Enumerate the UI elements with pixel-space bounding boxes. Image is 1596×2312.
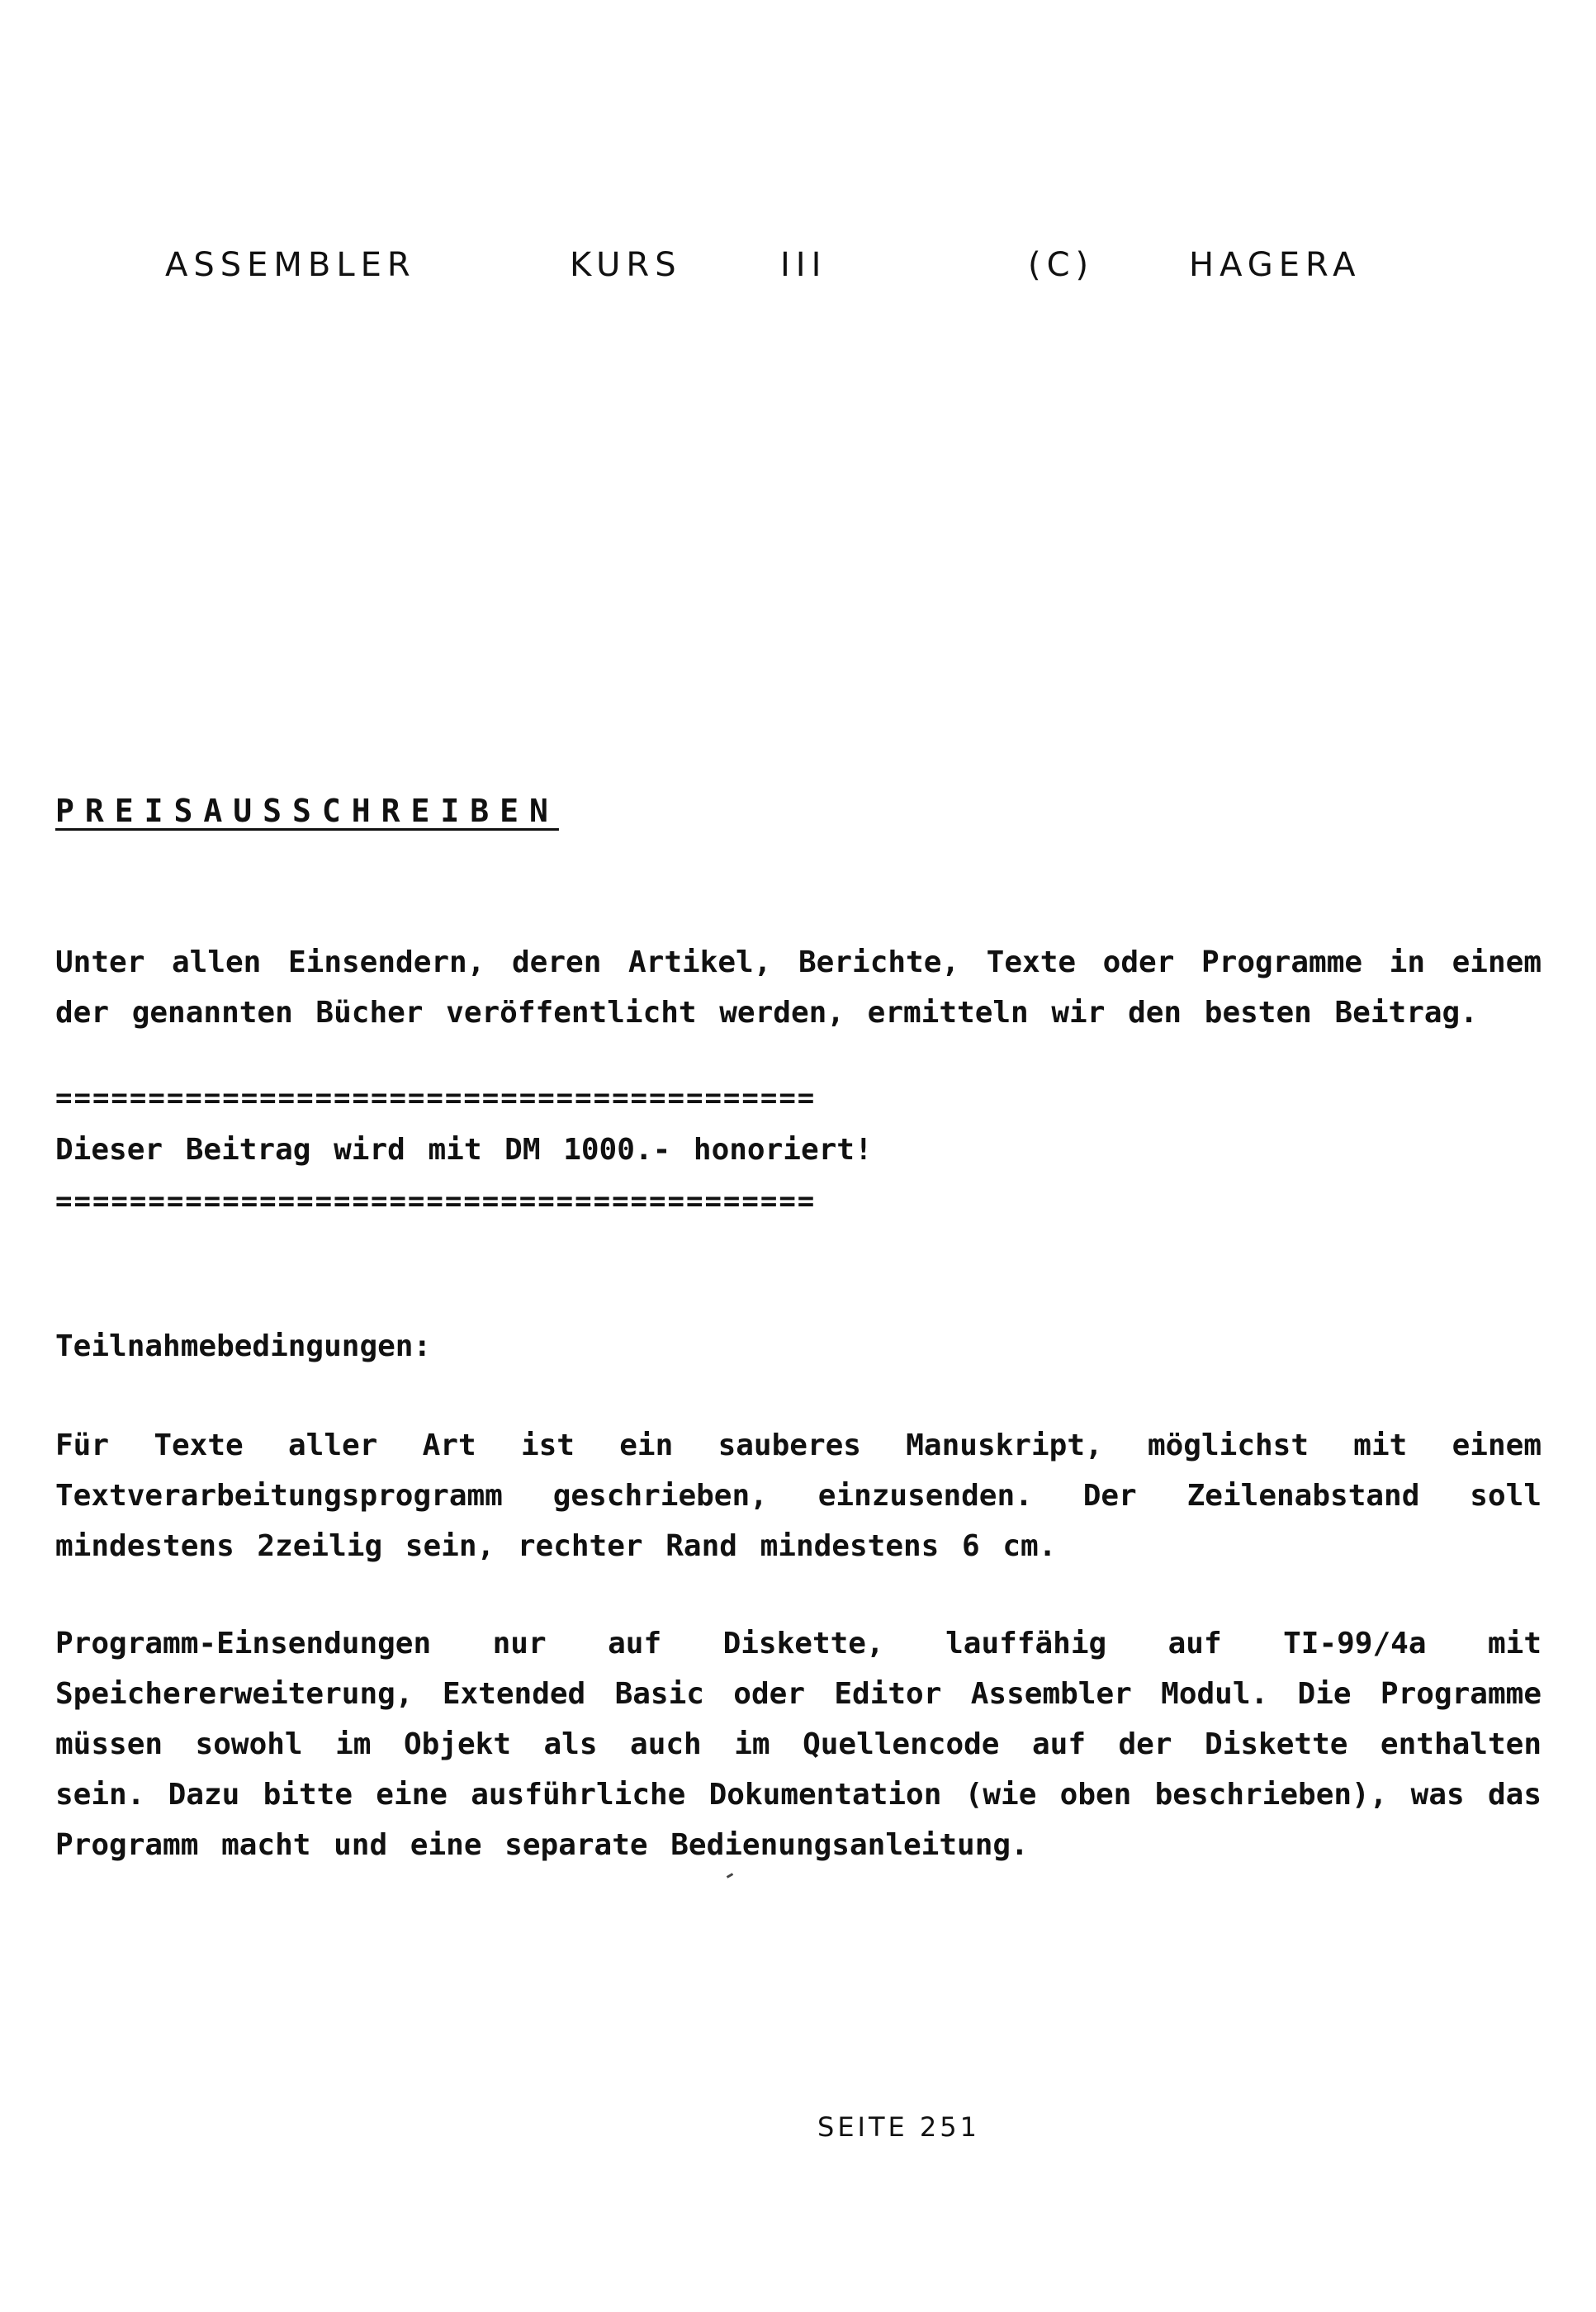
conditions-heading: Teilnahmebedingungen: [55,1329,432,1363]
section-title: PREISAUSSCHREIBEN [55,793,559,829]
prize-text: Dieser Beitrag wird mit DM 1000.- honoriert! [55,1133,873,1167]
page-number: SEITE 251 [817,2111,980,2143]
header-title: ASSEMBLER [165,246,416,284]
header-volume: III [780,246,827,284]
prize-rule-top: ========================================= [55,1082,817,1115]
prize-rule-bottom: ========================================= [55,1185,817,1218]
scan-speck [727,1873,733,1878]
header-course: KURS [570,246,682,284]
conditions-texts-paragraph: Für Texte aller Art ist ein sauberes Manuskript, möglichst mit einem Textverarbeitungsprogramm geschrieben, einzusenden. Der Zeilenabstand soll mindestens 2zeilig sein, rechter Rand mindestens 6 cm. [55,1428,1542,1563]
intro-paragraph: Unter allen Einsendern, deren Artikel, Berichte, Texte oder Programme in einem der genannten Bücher veröffentlicht werden, ermitteln wir den besten Beitrag. [55,945,1542,1030]
header-copyright: (C) [1028,246,1095,284]
page-header [165,246,1453,287]
header-author: HAGERA [1189,246,1362,284]
conditions-programs-paragraph: Programm-Einsendungen nur auf Diskette, lauffähig auf TI-99/4a mit Speichererweiterung, Extended Basic oder Editor Assembler Modul. Die Programme müssen sowohl im Objekt als auch im Quellencode auf der Diskette enthalten sein. Dazu bitte eine ausführliche Dokumentation (wie oben beschrieben), was das Programm macht und eine separate Bedienungsanleitung. [55,1627,1542,1862]
